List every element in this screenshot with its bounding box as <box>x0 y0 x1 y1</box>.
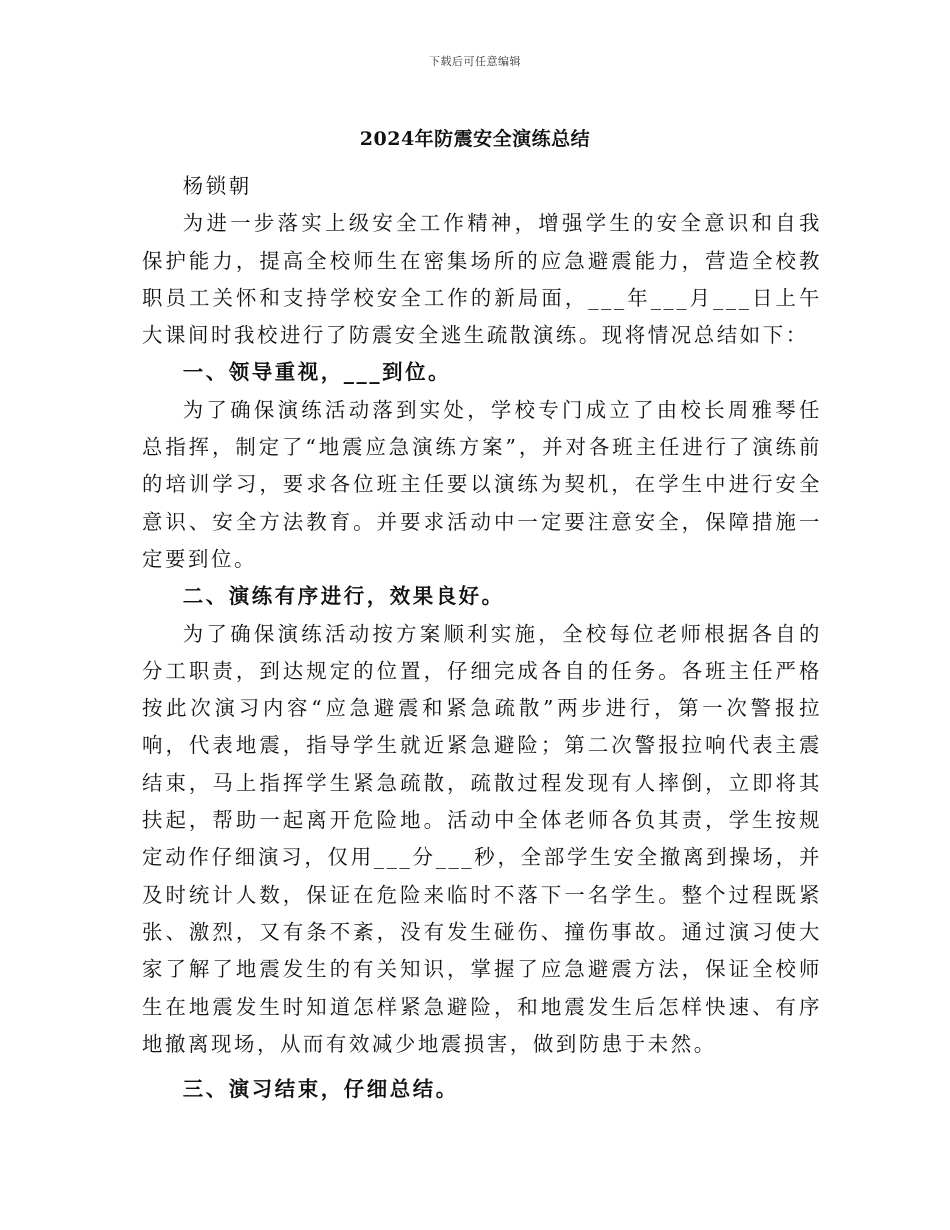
document-body <box>142 168 822 1108</box>
section-1-paragraph: 为了确保演练活动落到实处，学校专门成立了由校长周雅琴任总指挥，制定了“地震应急演练方案”，并对各班主任进行了演练前的培训学习，要求各位班主任要以演练为契机，在学生中进行安全意识、安全方法教育。并要求活动中一定要注意安全，保障措施一定要到位。 <box>142 397 822 571</box>
author-line: 杨锁朝 <box>182 174 252 198</box>
section-1-heading: 一、领导重视，___到位。 <box>182 360 452 385</box>
page-header-note: 下载后可任意编辑 <box>429 55 521 68</box>
document-title: 2024年防震安全演练总结 <box>359 128 591 150</box>
section-2-heading: 二、演练有序进行，效果良好。 <box>182 584 505 609</box>
intro-paragraph: 为进一步落实上级安全工作精神，增强学生的安全意识和自我保护能力，提高全校师生在密集场所的应急避震能力，营造全校教职员工关怀和支持学校安全工作的新局面，___年___月___日上午大课间时我校进行了防震安全逃生疏散演练。现将情况总结如下： <box>142 211 822 348</box>
section-2-paragraph: 为了确保演练活动按方案顺利实施，全校每位老师根据各自的分工职责，到达规定的位置，仔细完成各自的任务。各班主任严格按此次演习内容“应急避震和紧急疏散”两步进行，第一次警报拉响，代表地震，指导学生就近紧急避险；第二次警报拉响代表主震结束，马上指挥学生紧急疏散，疏散过程发现有人摔倒，立即将其扶起，帮助一起离开危险地。活动中全体老师各负其责，学生按规定动作仔细演习，仅用___分___秒，全部学生安全撤离到操场，并及时统计人数，保证在危险来临时不落下一名学生。整个过程既紧张、激烈，又有条不紊，没有发生碰伤、撞伤事故。通过演习使大家了解了地震发生的有关知识，掌握了应急避震方法，保证全校师生在地震发生时知道怎样紧急避险，和地震发生后怎样快速、有序地撤离现场，从而有效减少地震损害，做到防患于未然。 <box>142 621 822 1056</box>
section-3-heading: 三、演习结束，仔细总结。 <box>182 1077 459 1102</box>
